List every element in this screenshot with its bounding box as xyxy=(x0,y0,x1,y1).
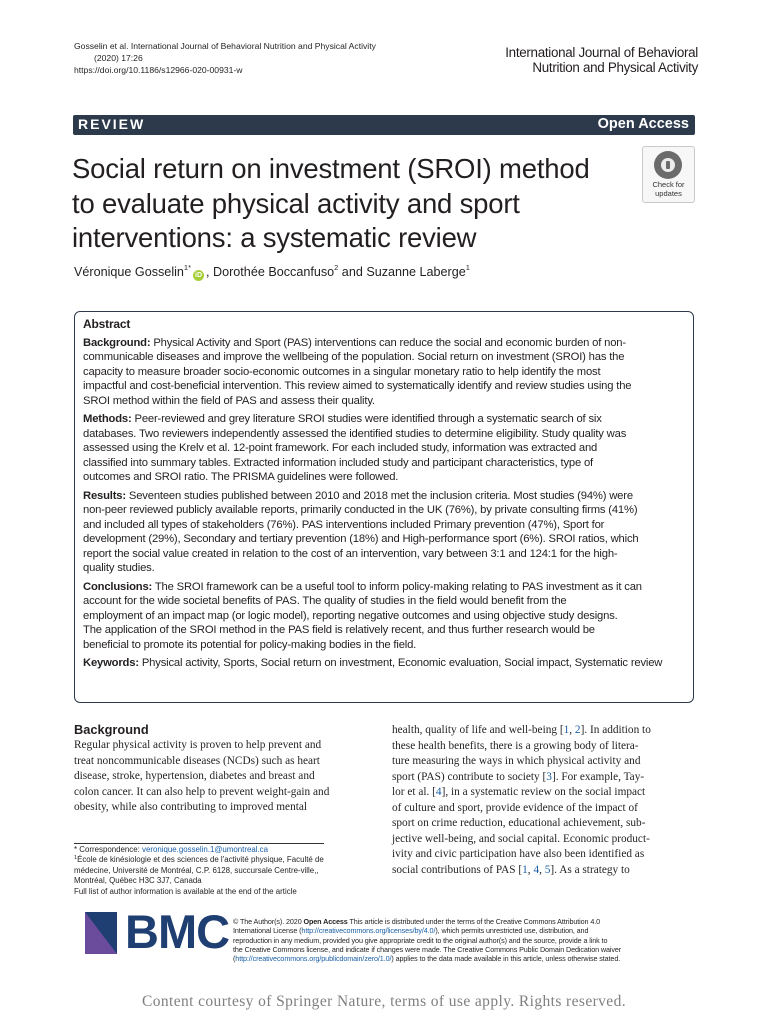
abstract-text: classified into summary tables. Extracted information included study and participant characteristics, type of xyxy=(83,456,594,469)
journal-name xyxy=(498,45,698,75)
citation-link[interactable]: 5 xyxy=(544,863,551,876)
body-text: social contributions of PAS [ xyxy=(392,863,523,876)
abstract-text: capacity to measure broader socio-economic outcomes in a singular monetary ratio to help identify the most xyxy=(83,365,601,378)
abstract-methods xyxy=(83,412,686,485)
article-title xyxy=(72,152,632,256)
author-list xyxy=(74,265,674,281)
author-name[interactable]: and Suzanne Laberge xyxy=(338,265,466,279)
body-text: ], in a systematic review on the social impact xyxy=(441,786,646,798)
body-text: , xyxy=(569,724,575,736)
body-text: obesity, while also contributing to improved mental xyxy=(74,801,308,813)
abstract-background xyxy=(83,336,686,409)
abstract-text: quality studies. xyxy=(83,562,155,574)
license-text: ) applies to the data made available in this article, unless otherwise stated. xyxy=(391,954,621,964)
footnotes xyxy=(74,845,384,897)
abstract-text: communicable diseases and improve the wellbeing of the population. Social return on investment (SROI) has the xyxy=(83,351,625,363)
body-text: , xyxy=(527,863,534,876)
check-updates-label: updates xyxy=(655,188,682,198)
bmc-logo-text: BMC xyxy=(125,905,230,958)
body-text: ivity and civic participation have also been identified as xyxy=(392,848,645,860)
body-text: ]. In addition to xyxy=(580,724,651,736)
title-line: interventions: a systematic review xyxy=(72,222,477,253)
journal-name-line1: International Journal of Behavioral xyxy=(505,45,698,60)
author-info-note: Full list of author information is available at the end of the article xyxy=(74,886,297,896)
body-text: ture measuring the ways in which physical activity and xyxy=(392,755,641,767)
affiliation-text: Montréal, Québec H3C 3J7, Canada xyxy=(74,876,202,886)
running-header xyxy=(74,40,454,76)
abstract-text: report the social value created in relation to the cost of an intervention, vary between 3:1 and 124:1 for the high- xyxy=(83,547,618,560)
license-text: the Creative Commons license, and indicate if changes were made. The Creative Commons Public Domain Dedication waiver xyxy=(233,944,622,954)
body-text: ]. For example, Tay- xyxy=(551,770,645,783)
abstract-text: non-peer reviewed publicly available reports, primarily conducted in the UK (76%), by private consulting firms (41%) xyxy=(83,504,638,516)
abstract-text: assessed using the Krelv et al. 12-point framework. For each included study, information was extracted and xyxy=(83,442,598,454)
open-access-label: Open Access xyxy=(597,116,689,132)
affiliation-text: École de kinésiologie et des sciences de l'activité physique, Faculté de xyxy=(77,855,324,865)
body-column-left xyxy=(74,738,376,816)
author-name[interactable]: Véronique Gosselin xyxy=(74,265,184,279)
body-text: these health benefits, there is a growing body of litera- xyxy=(392,739,639,752)
conclusions-label: Conclusions: xyxy=(83,580,153,593)
author-affiliation-sup: 1 xyxy=(465,263,470,272)
author-affiliation-sup: 1* xyxy=(183,263,192,272)
citation-link[interactable]: 3 xyxy=(546,770,552,783)
article-type-band xyxy=(73,115,695,135)
citation-link[interactable]: 2 xyxy=(574,724,581,736)
results-label: Results: xyxy=(83,489,126,502)
body-text: ]. As a strategy to xyxy=(550,863,630,876)
correspondence-email-link[interactable]: veronique.gosselin.1@umontreal.ca xyxy=(142,845,269,854)
affiliation-sup: 1 xyxy=(74,855,78,862)
affiliation-text: médecine, Université de Montréal, C.P. 6128, succursale Centre-ville,, xyxy=(74,865,319,875)
body-text: sport on crime reduction, educational achievement, sub- xyxy=(392,817,646,829)
doi-link[interactable]: https://doi.org/10.1186/s12966-020-00931-w xyxy=(74,65,243,75)
body-text: lor et al. [ xyxy=(392,786,436,798)
author-affiliation-sup: 2 xyxy=(334,263,339,272)
body-text: jective well-being, and social capital. Economic product- xyxy=(392,832,650,845)
license-text: © The Author(s). 2020 xyxy=(233,917,304,926)
abstract-text: outcomes and SROI ratio. The PRISMA guidelines were followed. xyxy=(83,471,399,483)
abstract-heading: Abstract xyxy=(83,317,131,331)
keywords-text: Physical activity, Sports, Social return on investment, Economic evaluation, Social impact, Systematic review xyxy=(138,657,663,669)
license-text: reproduction in any medium, provided you give appropriate credit to the original author(s) and the source, provide a link to xyxy=(233,935,608,945)
citation-link[interactable]: 4 xyxy=(533,863,540,876)
abstract-conclusions xyxy=(83,580,686,653)
body-text: sport (PAS) contribute to society [ xyxy=(392,770,547,783)
orcid-icon[interactable]: iD xyxy=(195,272,203,279)
citation-link[interactable]: 1 xyxy=(563,724,570,736)
body-text: of culture and sport, provide evidence of the impact of xyxy=(392,801,638,814)
methods-label: Methods: xyxy=(83,413,132,425)
license-open-access: Open Access xyxy=(303,917,348,926)
license-text: This article is distributed under the terms of the Creative Commons Attribution 4.0 xyxy=(347,917,601,926)
abstract-text: Peer-reviewed and grey literature SROI studies were identified through a systematic search of six xyxy=(131,413,602,425)
abstract-text: The SROI framework can be a useful tool to inform policy-making relating to PAS investment as it can xyxy=(152,580,642,593)
license-link[interactable]: http://creativecommons.org/publicdomain/zero/1.0/ xyxy=(235,954,392,964)
body-text: disease, stroke, hypertension, diabetes and breast and xyxy=(74,770,315,782)
body-column-right xyxy=(392,723,695,878)
abstract-text: impactful and cost-beneficial intervention. This review aimed to systematically identify and review studies using the xyxy=(83,380,632,392)
license-link[interactable]: http://creativecommons.org/licenses/by/4.0/ xyxy=(301,926,436,936)
citation-link[interactable]: 1 xyxy=(522,863,528,876)
body-text: colon cancer. It can also help to prevent weight-gain and xyxy=(74,785,330,798)
crossmark-icon xyxy=(654,151,682,179)
body-text: treat noncommunicable diseases (NCDs) such as heart xyxy=(74,754,320,767)
abstract-text: beneficial to promote its potential for policy-making bodies in the field. xyxy=(83,638,417,651)
abstract-text: and included all types of stakeholders (76%). PAS interventions included Primary prevention (47%), Sport for xyxy=(83,518,605,531)
abstract-text: Physical Activity and Sport (PAS) interventions can reduce the social and economic burden of non- xyxy=(150,336,626,349)
check-for-updates-button[interactable] xyxy=(642,146,695,203)
section-heading-background: Background xyxy=(74,722,149,737)
license-statement xyxy=(233,917,698,963)
body-text: , xyxy=(539,863,545,876)
keywords-label: Keywords: xyxy=(83,657,139,669)
abstract-keywords xyxy=(83,656,686,671)
abstract-text: employment of an impact map (or logic model), reporting negative outcomes and using objective study designs. xyxy=(83,609,618,622)
license-text: ), which permits unrestricted use, distribution, and xyxy=(435,926,589,936)
citation-volume: (2020) 17:26 xyxy=(94,53,143,63)
abstract-text: Seventeen studies published between 2010 and 2018 met the inclusion criteria. Most studies (94%) were xyxy=(125,489,633,502)
abstract-text: account for the wide societal benefits of PAS. The quality of studies in the field would benefit from the xyxy=(83,595,567,607)
license-text: ( xyxy=(233,954,236,964)
abstract-text: databases. Two reviewers independently assessed the identified studies to determine eligibility. Study quality was xyxy=(83,427,627,440)
license-text: International License ( xyxy=(233,926,302,936)
article-type-label: REVIEW xyxy=(78,116,146,132)
abstract-text: SROI method within the field of PAS and assess their quality. xyxy=(83,394,375,407)
footnote-divider xyxy=(74,843,324,844)
abstract-results xyxy=(83,489,686,576)
body-text: Regular physical activity is proven to help prevent and xyxy=(74,739,322,751)
body-text: health, quality of life and well-being [ xyxy=(392,724,564,736)
background-label: Background: xyxy=(83,336,151,349)
author-name[interactable]: , Dorothée Boccanfuso xyxy=(206,265,335,279)
correspondence-label: * Correspondence: xyxy=(74,845,142,854)
citation-link[interactable]: 4 xyxy=(435,786,442,798)
title-line: to evaluate physical activity and sport xyxy=(72,187,520,219)
citation-line: Gosselin et al. International Journal of Behavioral Nutrition and Physical Activity xyxy=(74,41,376,51)
abstract-text: development (29%), Secondary and tertiary prevention (18%) and High-performance sport (6%). SROI ratios, which xyxy=(83,533,639,545)
title-line: Social return on investment (SROI) method xyxy=(72,153,590,184)
journal-name-line2: Nutrition and Physical Activity xyxy=(532,60,698,75)
check-updates-label: Check for xyxy=(652,180,685,189)
abstract-text: The application of the SROI method in the PAS field is relatively recent, and thus further research would be xyxy=(83,624,595,636)
courtesy-watermark: Content courtesy of Springer Nature, terms of use apply. Rights reserved. xyxy=(141,993,627,1010)
abstract-box xyxy=(74,311,694,703)
